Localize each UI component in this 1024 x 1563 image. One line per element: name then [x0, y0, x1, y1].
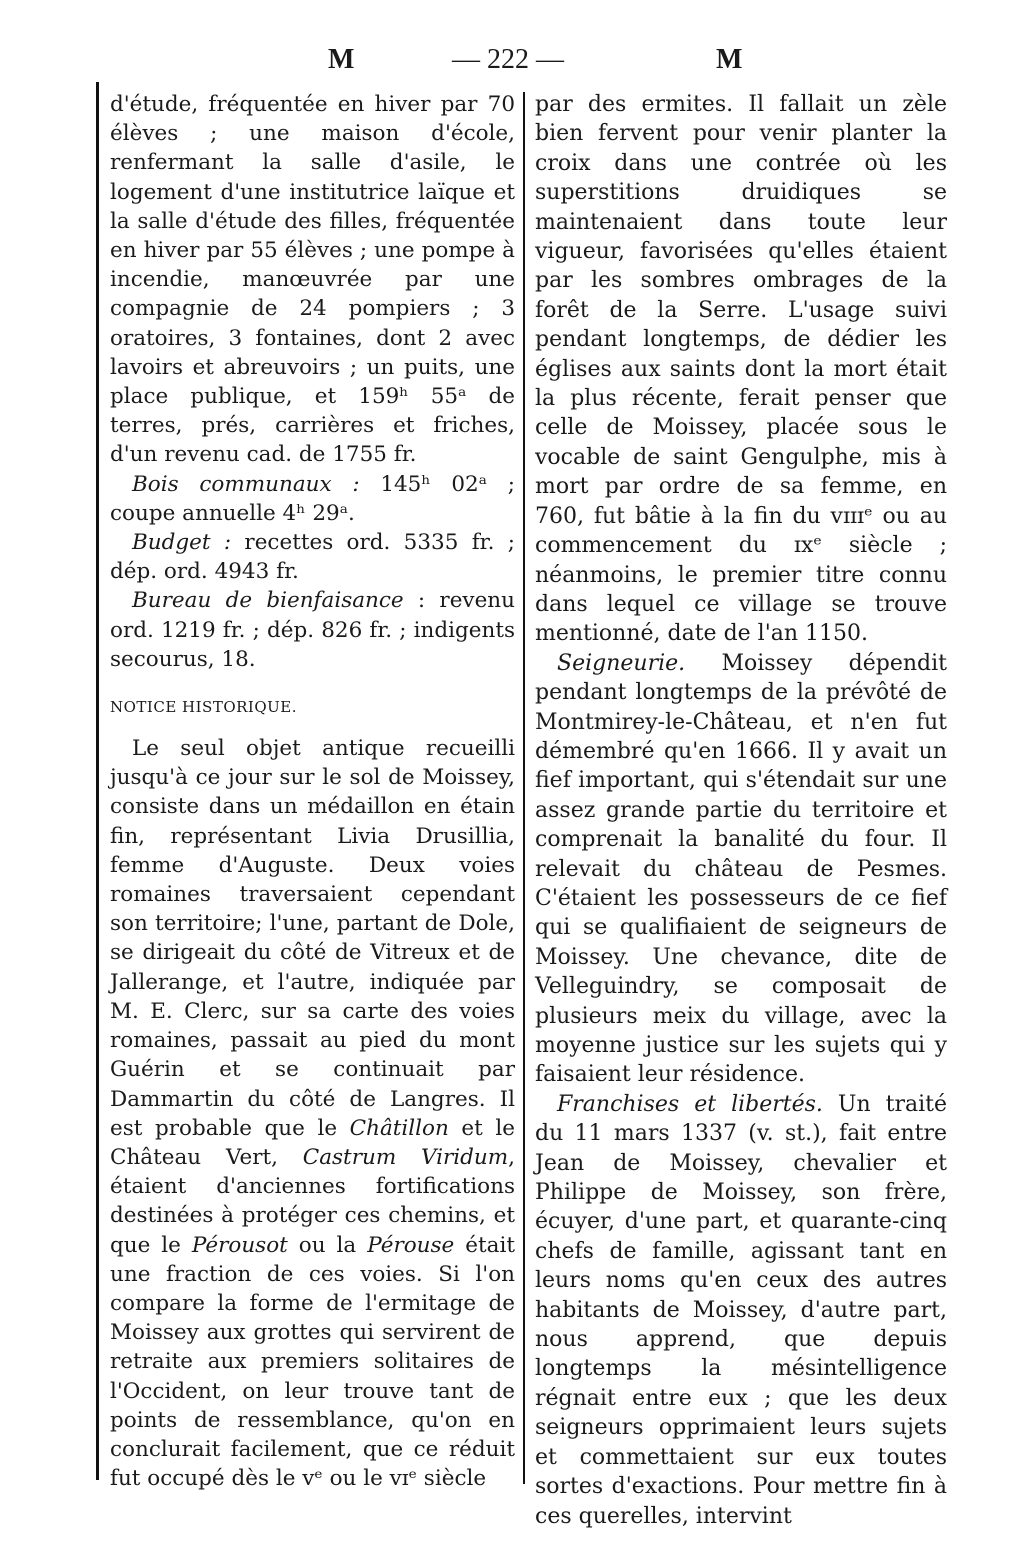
left-column: [110, 90, 515, 1493]
history-perousot: Pérousot: [191, 1232, 288, 1258]
left-margin-rule: [96, 82, 99, 1480]
paragraph-history: [110, 734, 515, 1493]
history-castrum: Castrum Viridum: [302, 1144, 509, 1170]
page-number: — 222 —: [452, 44, 564, 75]
paragraph-franchises: [535, 1090, 947, 1531]
franchises-label: Franchises et libertés.: [557, 1091, 823, 1117]
paragraph-bois-communaux: [110, 470, 515, 528]
history-chatillon: Châtillon: [349, 1115, 449, 1141]
paragraph-hermits: par des ermites. Il fallait un zèle bien fervent pour venir planter la croix dans une contrée où les superstitions druidiques se maintenaient dans toute leur vigueur, favorisées qu'elles étaient par les sombres ombrages de la forêt de la Serre. L'usage suivi pendant longtemps, de dédier les églises aux saints dont la mort était la plus récente, ferait penser que celle de Moissey, placée sous le vocable de saint Gengulphe, mis à mort par ordre de sa femme, en 760, fut bâtie à la fin du vɪɪɪᵉ ou au commencement du ɪxᵉ siècle ; néanmoins, le premier titre connu dans lequel ce village se trouve mentionné, date de l'an 1150.: [535, 92, 947, 647]
history-text-3: , étaient d'anciennes fortifications destinées à protéger ces chemins, et que le: [110, 1144, 516, 1258]
column-divider-rule: [523, 92, 525, 1484]
paragraph-budget: [110, 528, 515, 586]
history-text-2: et le Château Vert,: [110, 1115, 515, 1170]
paragraph-seigneurie: [535, 649, 947, 1090]
header-right-letter: M: [716, 44, 743, 75]
bureau-label: Bureau de bienfaisance: [132, 588, 404, 614]
budget-text: recettes ord. 5335 fr. ; dép. ord. 4943 fr.: [110, 530, 515, 585]
bureau-text: : revenu ord. 1219 fr. ; dép. 826 fr. ; indigents secourus, 18.: [110, 588, 515, 672]
seigneurie-label: Seigneurie.: [557, 650, 686, 676]
bois-text: 145ʰ 02ᵃ ; coupe annuelle 4ʰ 29ᵃ.: [110, 471, 515, 526]
bois-label: Bois communaux :: [132, 471, 360, 497]
paragraph-bureau: [110, 586, 515, 674]
history-perouse: Pérouse: [367, 1232, 455, 1258]
header-left-letter: M: [328, 44, 355, 75]
history-text-1: Le seul objet antique recueilli jusqu'à ce jour sur le sol de Moissey, consiste dans un médaillon en étain fin, représentant Livia Drusillia, femme d'Auguste. Deux voies romaines traversaient cependant son territoire; l'une, partant de Dole, se dirigeait du côté de Vitreux et de Jallerange, et l'autre, indiquée par M. E. Clerc, sur sa carte des voies romaines, passait au pied du mont Guérin et se continuait par Dammartin du côté de Langres. Il est probable que le: [110, 736, 515, 1141]
section-heading-notice: NOTICE HISTORIQUE.: [110, 698, 298, 717]
budget-label: Budget :: [132, 530, 232, 556]
history-text-5: était une fraction de ces voies. Si l'on compare la forme de l'ermitage de Moissey aux grottes qui servirent de retraite aux premiers solitaires de l'Occident, on leur trouve tant de points de ressemblance, qu'on en conclurait facilement, que ce réduit fut occupé dès le vᵉ ou le vɪᵉ siècle: [110, 1232, 515, 1492]
right-column: [535, 90, 947, 1531]
seigneurie-text: Moissey dépendit pendant longtemps de la prévôté de Montmirey-le-Château, et n'en fut démembré qu'en 1666. Il y avait un fief important, qui s'étendait sur une assez grande partie du territoire et comprenait la banalité du four. Il relevait du château de Pesmes. C'étaient les possesseurs de ce fief qui se qualifiaient de seigneurs de Moissey. Une chevance, dite de Velleguindry, se composait de plusieurs meix du village, avec la moyenne justice sur les sujets qui y faisaient leur résidence.: [535, 650, 947, 1088]
paragraph-school: d'étude, fréquentée en hiver par 70 élèves ; une maison d'école, renfermant la salle d'asile, le logement d'une institutrice laïque et la salle d'étude des filles, fréquentée en hiver par 55 élèves ; une pompe à incendie, manœuvrée par une compagnie de 24 pompiers ; 3 oratoires, 3 fontaines, dont 2 avec lavoirs et abreuvoirs ; un puits, une place publique, et 159ʰ 55ᵃ de terres, prés, carrières et friches, d'un revenu cad. de 1755 fr.: [110, 92, 515, 468]
franchises-text: Un traité du 11 mars 1337 (v. st.), fait entre Jean de Moissey, chevalier et Philippe de Moissey, son frère, écuyer, d'une part, et quarante-cinq chefs de famille, agissant tant en leurs noms qu'en ceux des autres habitants de Moissey, d'autre part, nous apprend, que depuis longtemps la mésintelligence régnait entre eux ; que les deux seigneurs opprimaient leurs sujets et commettaient sur eux toutes sortes d'exactions. Pour mettre fin à ces querelles, intervint: [535, 1091, 947, 1529]
history-text-4: ou la: [287, 1232, 368, 1258]
